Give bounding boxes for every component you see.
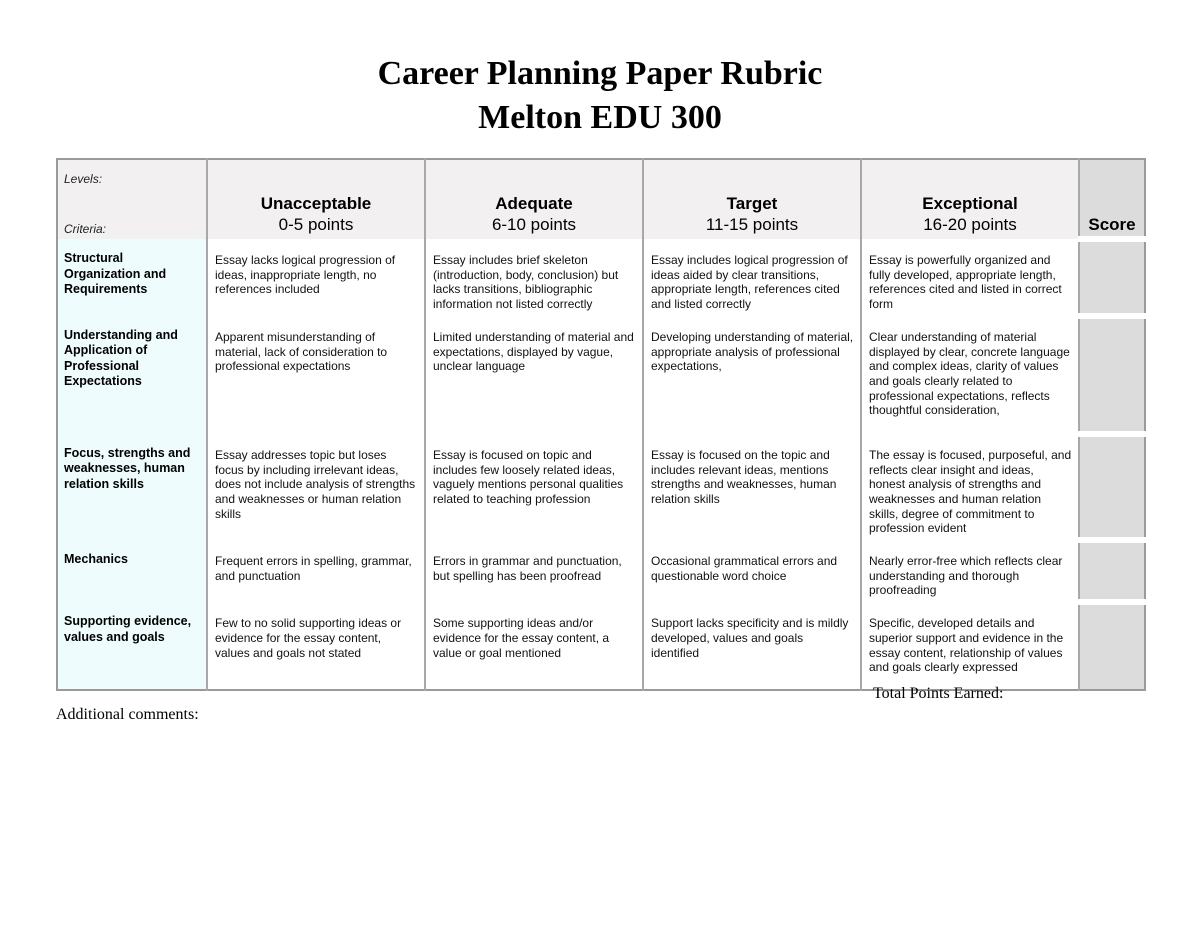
rubric-header-row [57,159,1145,239]
score-label: Score [1088,215,1136,234]
level-header-unacceptable [207,159,425,239]
total-points-label: Total Points Earned: [873,685,1004,702]
level-header-exceptional [861,159,1079,239]
level-name: Exceptional [922,194,1018,213]
levels-criteria-corner [57,159,207,239]
rubric-row-supporting-evidence [57,602,1145,690]
levels-label: Levels: [64,172,103,186]
level-points: 0-5 points [278,215,354,234]
descriptor-cell: Essay addresses topic but loses focus by including irrelevant ideas, does not include analysis of strengths and weaknesses or human relation skills [207,434,425,540]
level-header-target [643,159,861,239]
score-cell[interactable] [1079,434,1145,540]
descriptor-cell: Developing understanding of material, appropriate analysis of professional expectations, [643,316,861,434]
additional-comments-label: Additional comments: [56,706,199,723]
criterion-label: Focus, strengths and weaknesses, human relation skills [57,434,207,540]
descriptor-cell: Essay is powerfully organized and fully developed, appropriate length, references cited and listed in correct form [861,239,1079,316]
descriptor-cell: Some supporting ideas and/or evidence for the essay content, a value or goal mentioned [425,602,643,690]
level-name: Adequate [495,194,573,213]
document-title [0,52,1200,140]
descriptor-cell: Frequent errors in spelling, grammar, and punctuation [207,540,425,602]
rubric-row-focus-strengths [57,434,1145,540]
level-name: Target [726,194,778,213]
score-cell[interactable] [1079,602,1145,690]
rubric-row-structural-organization [57,239,1145,316]
score-header [1079,159,1145,239]
criterion-label: Mechanics [57,540,207,602]
descriptor-cell: Specific, developed details and superior support and evidence in the essay content, relationship of values and goals clearly expressed [861,602,1079,690]
score-cell[interactable] [1079,239,1145,316]
descriptor-cell: Essay is focused on topic and includes few loosely related ideas, vaguely mentions personal qualities related to teaching profession [425,434,643,540]
title-line-1: Career Planning Paper Rubric [377,55,823,92]
level-name: Unacceptable [260,194,372,213]
score-cell[interactable] [1079,316,1145,434]
level-points: 6-10 points [491,215,577,234]
descriptor-cell: The essay is focused, purposeful, and reflects clear insight and ideas, honest analysis of strengths and weaknesses and human relation skills, degree of commitment to profession evident [861,434,1079,540]
level-header-adequate [425,159,643,239]
rubric-row-understanding-application [57,316,1145,434]
criterion-label: Structural Organization and Requirements [57,239,207,316]
descriptor-cell: Occasional grammatical errors and questionable word choice [643,540,861,602]
descriptor-cell: Limited understanding of material and expectations, displayed by vague, unclear language [425,316,643,434]
descriptor-cell: Essay is focused on the topic and includes relevant ideas, mentions strengths and weaknesses, human relation skills [643,434,861,540]
descriptor-cell: Errors in grammar and punctuation, but spelling has been proofread [425,540,643,602]
criterion-label: Supporting evidence, values and goals [57,602,207,690]
criterion-label: Understanding and Application of Professional Expectations [57,316,207,434]
rubric-row-mechanics [57,540,1145,602]
descriptor-cell: Nearly error-free which reflects clear understanding and thorough proofreading [861,540,1079,602]
title-line-2: Melton EDU 300 [478,99,722,136]
descriptor-cell: Apparent misunderstanding of material, lack of consideration to professional expectations [207,316,425,434]
descriptor-cell: Clear understanding of material displayed by clear, concrete language and complex ideas, clarity of values and goals clearly related to professional expectations, reflects thoughtful consideration, [861,316,1079,434]
descriptor-cell: Essay includes brief skeleton (introduction, body, conclusion) but lacks transitions, bibliographic information not listed correctly [425,239,643,316]
descriptor-cell: Essay includes logical progression of ideas aided by clear transitions, appropriate length, references cited and listed correctly [643,239,861,316]
rubric-table [56,158,1146,691]
descriptor-cell: Essay lacks logical progression of ideas, inappropriate length, no references included [207,239,425,316]
score-cell[interactable] [1079,540,1145,602]
descriptor-cell: Support lacks specificity and is mildly developed, values and goals identified [643,602,861,690]
level-points: 11-15 points [705,215,799,234]
level-points: 16-20 points [923,215,1017,234]
criteria-label: Criteria: [64,222,107,236]
descriptor-cell: Few to no solid supporting ideas or evidence for the essay content, values and goals not stated [207,602,425,690]
